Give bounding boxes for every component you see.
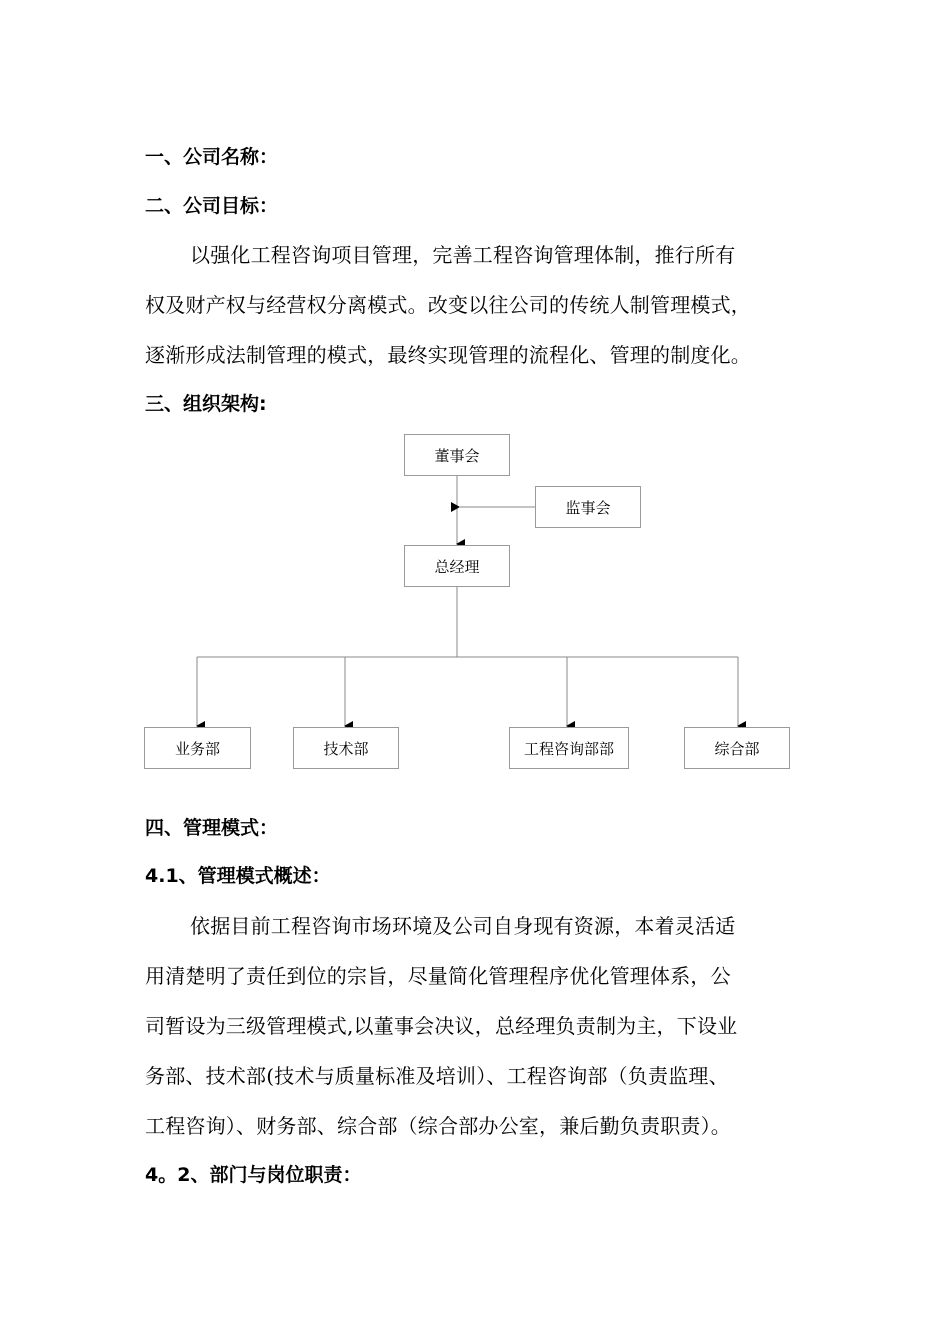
heading-company-name: 一、公司名称： [145, 146, 279, 168]
heading-management-mode: 四、管理模式： [145, 817, 279, 839]
goal-paragraph-line: 以强化工程咨询项目管理，完善工程咨询管理体制，推行所有 [190, 243, 736, 267]
overview-paragraph-line: 务部、技术部(技术与质量标准及培训）、工程咨询部（负责监理、 [145, 1064, 729, 1088]
org-box-board: 董事会 [404, 434, 510, 476]
goal-paragraph-line: 权及财产权与经营权分离模式。改变以往公司的传统人制管理模式， [145, 293, 751, 317]
org-box-general-manager: 总经理 [404, 545, 510, 587]
overview-paragraph-line: 司暂设为三级管理模式,以董事会决议，总经理负责制为主，下设业 [145, 1014, 738, 1038]
org-box-department: 技术部 [293, 727, 399, 769]
overview-paragraph-line: 依据目前工程咨询市场环境及公司自身现有资源，本着灵活适 [190, 914, 736, 938]
org-box-department: 业务部 [144, 727, 251, 769]
org-box-department: 综合部 [684, 727, 790, 769]
goal-paragraph-line: 逐渐形成法制管理的模式，最终实现管理的流程化、管理的制度化。 [145, 343, 751, 367]
overview-paragraph-line: 工程咨询）、财务部、综合部（综合部办公室，兼后勤负责职责）。 [145, 1114, 731, 1138]
heading-org-structure: 三、组织架构: [145, 393, 267, 415]
heading-dept-responsibilities: 4。2、部门与岗位职责： [145, 1164, 362, 1186]
org-box-department: 工程咨询部部 [509, 727, 629, 769]
overview-paragraph-line: 用清楚明了责任到位的宗旨，尽量简化管理程序优化管理体系，公 [145, 964, 731, 988]
org-box-supervisors: 监事会 [535, 486, 641, 528]
heading-company-goal: 二、公司目标： [145, 195, 279, 217]
heading-management-overview: 4.1、管理模式概述： [145, 865, 331, 887]
